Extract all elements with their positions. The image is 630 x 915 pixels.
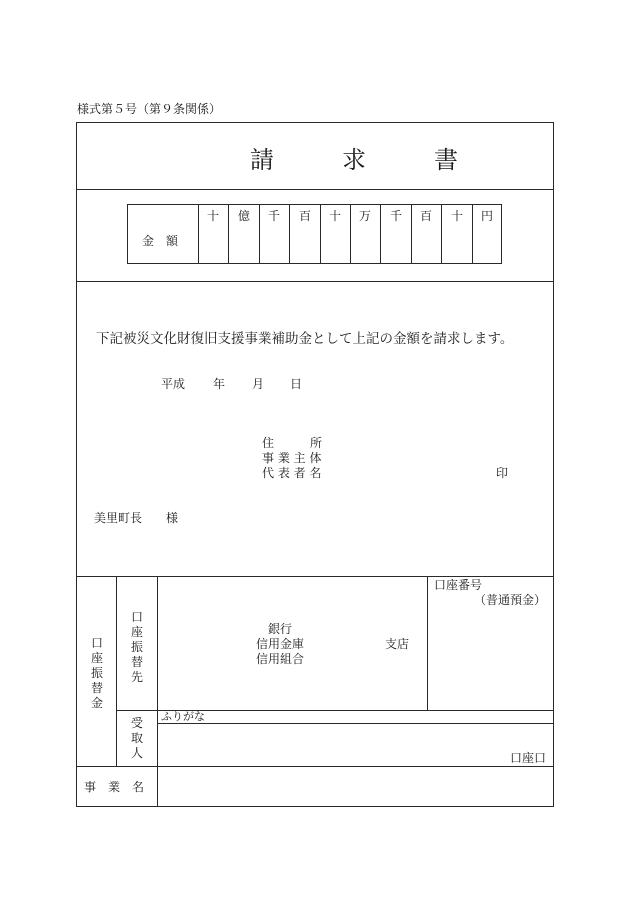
furigana-label: ふりがな: [161, 710, 205, 723]
project-name-label: 事 業 名: [84, 780, 145, 794]
amount-unit: 千: [389, 209, 402, 223]
account-col-line: [116, 576, 117, 766]
divider-amount: [76, 281, 554, 282]
document-title: 請 求 書: [250, 146, 480, 174]
applicant-entity-label: 事 業 主 体: [262, 451, 322, 465]
frame-left: [76, 122, 77, 807]
amount-unit: 十: [206, 209, 219, 223]
amount-unit: 百: [298, 209, 311, 223]
branch-label: 支店: [385, 637, 410, 651]
account-destination-label: 口座振替先: [130, 610, 143, 684]
amount-unit: 円: [480, 209, 493, 223]
form-number-label: 様式第５号（第９条関係）: [77, 102, 222, 116]
amount-unit: 十: [450, 209, 463, 223]
bank-type-kumiai: 信用組合: [256, 652, 305, 666]
account-col-line: [157, 576, 158, 807]
applicant-address-label: 住 所: [262, 436, 323, 450]
bank-type-bank: 銀行: [268, 622, 293, 636]
amount-unit: 十: [328, 209, 341, 223]
account-number-label: 口座番号: [434, 578, 483, 592]
divider-furigana: [157, 723, 554, 724]
divider-statement: [76, 576, 554, 577]
seal-mark: 印: [496, 466, 509, 480]
date-year: 年: [213, 377, 226, 391]
amount-unit: 千: [267, 209, 280, 223]
amount-unit: 億: [237, 209, 250, 223]
account-type-label: （普通預金）: [474, 593, 547, 607]
amount-unit: 百: [419, 209, 432, 223]
date-day: 日: [290, 377, 303, 391]
account-holder-suffix: 口座口: [510, 751, 547, 765]
divider-account: [76, 766, 554, 767]
amount-label: 金 額: [142, 234, 179, 248]
account-number-col-line: [427, 576, 428, 711]
date-era: 平成: [161, 377, 186, 391]
frame-bottom: [76, 806, 554, 807]
addressee: 美里町長 様: [94, 511, 179, 525]
frame-right: [553, 122, 554, 807]
recipient-label: 受取人: [130, 716, 143, 760]
applicant-representative-label: 代 表 者 名: [262, 466, 322, 480]
account-section-label: 口座振替金: [90, 636, 103, 710]
bank-type-shinkin: 信用金庫: [256, 637, 305, 651]
claim-statement: 下記被災文化財復旧支援事業補助金として上記の金額を請求します。: [96, 331, 514, 347]
divider-title: [76, 189, 554, 190]
amount-unit: 万: [358, 209, 371, 223]
frame-top: [76, 122, 554, 123]
date-month: 月: [252, 377, 265, 391]
